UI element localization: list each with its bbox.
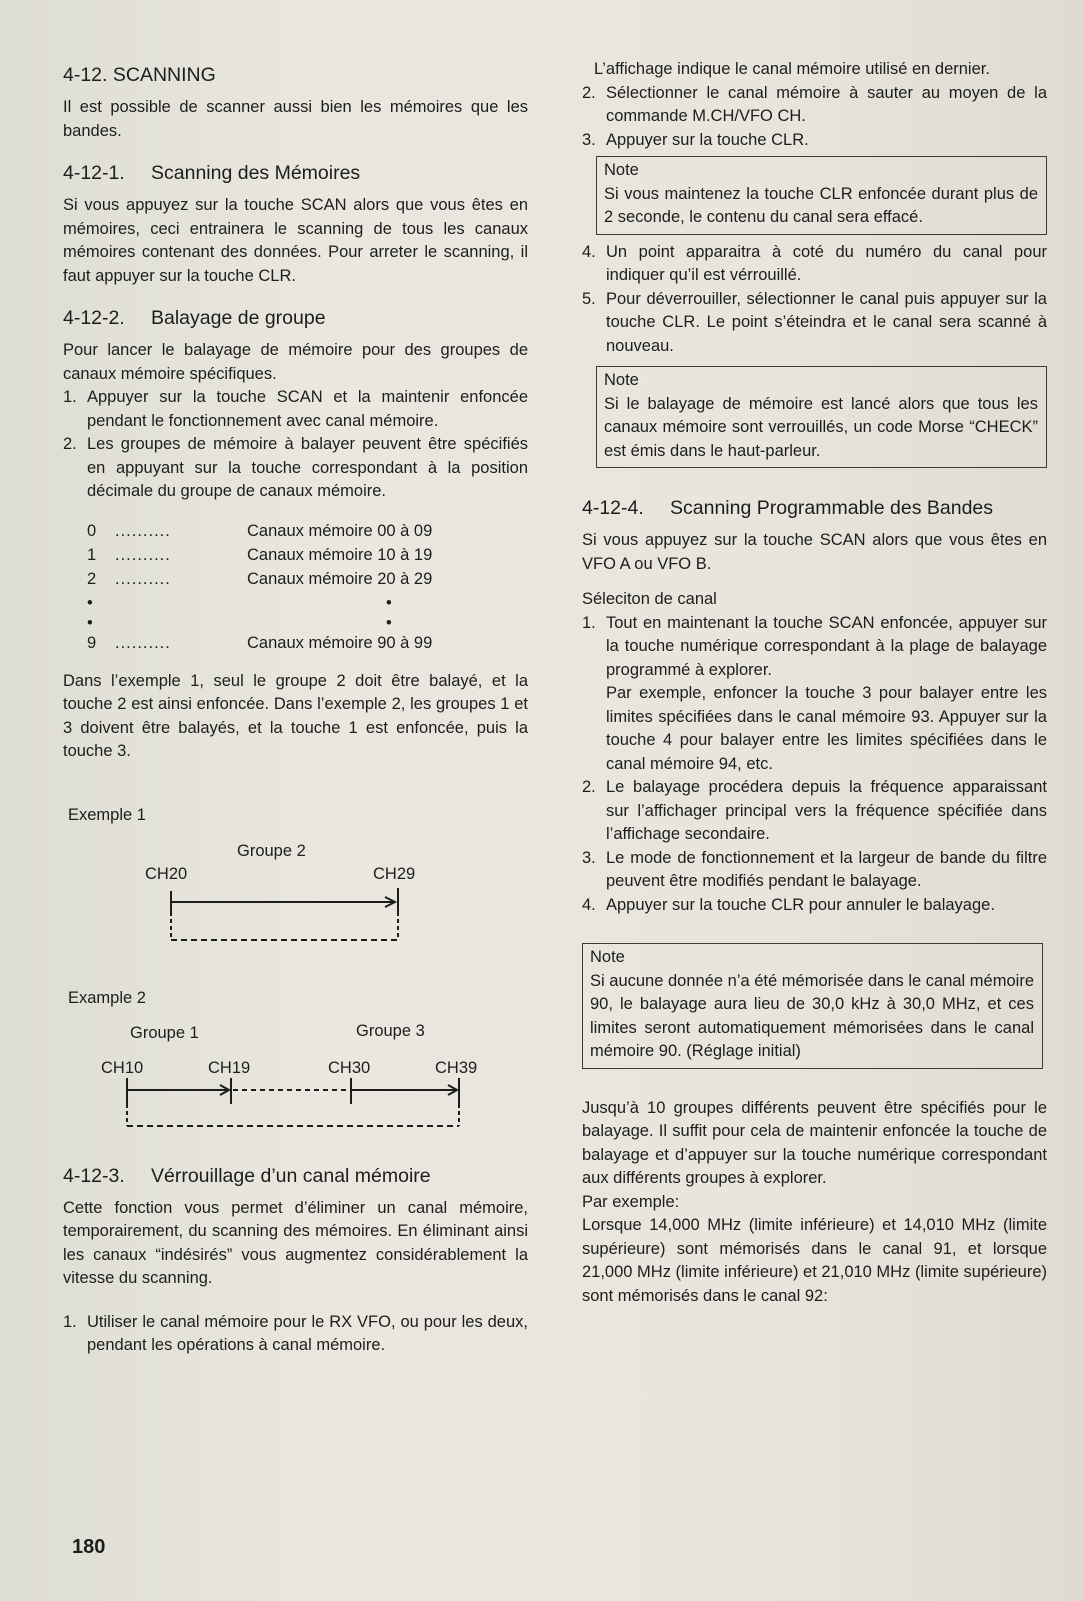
left-column: [63, 62, 528, 1358]
list-text: Tout en maintenant la touche SCAN enfoncée, appuyer sur la touche numérique correspondant à la plage de balayage programmé à explorer.: [606, 613, 1047, 679]
lock-steps-a: [582, 82, 1047, 153]
heading-text: Scanning des Mémoires: [151, 162, 361, 184]
heading-4-12-2: [63, 306, 528, 331]
list-item: [63, 1311, 528, 1358]
note-text: Si vous maintenez la touche CLR enfoncée durant plus de 2 seconde, le contenu du canal sera effacé.: [604, 184, 1038, 226]
note-box: [596, 366, 1047, 468]
note-box: [596, 156, 1047, 235]
example1-label: Exemple 1: [68, 805, 146, 824]
heading-4-12-3: [63, 1164, 528, 1189]
group-scan-steps: [63, 386, 528, 504]
ellipsis-row: [63, 612, 528, 632]
note-title: Note: [604, 161, 639, 179]
example2-group3-label: Groupe 3: [356, 1021, 425, 1040]
note-title: Note: [590, 948, 625, 966]
lock-steps-b: [582, 241, 1047, 359]
heading-4-12-4: [582, 496, 1047, 521]
example1-group-label: Groupe 2: [237, 841, 306, 860]
list-number: 4.: [582, 895, 596, 914]
list-number: 1.: [63, 1312, 77, 1331]
example2-ch19-label: CH19: [208, 1058, 251, 1077]
list-number: 2.: [582, 778, 596, 796]
list-number: 1.: [582, 613, 596, 632]
table-value: Canaux mémoire 10 à 19: [247, 545, 433, 564]
heading-text: Scanning Programmable des Bandes: [670, 497, 994, 519]
example1-end-label: CH29: [373, 864, 416, 883]
example2-ch10-label: CH10: [101, 1058, 144, 1077]
list-number: 5.: [582, 289, 596, 308]
bullet: •: [87, 593, 93, 612]
table-key: 0: [87, 521, 97, 540]
subheading: Séleciton de canal: [582, 590, 717, 608]
example-diagrams: [63, 764, 528, 1154]
paragraph-example: Lorsque 14,000 MHz (limite inférieure) et 14,010 MHz (limite supérieure) sont mémorisés dans le canal 91, et lorsque 21,000 MHz (limite inférieure) et 21,010 MHz (limite supérieure) sont mémorisés dans le canal 92:: [582, 1216, 1047, 1305]
heading-text: Balayage de groupe: [151, 307, 326, 329]
band-scan-steps: [582, 612, 1047, 918]
table-key: 2: [87, 569, 97, 588]
list-item: [582, 288, 1047, 359]
bullet: •: [87, 613, 93, 632]
heading-text: Vérrouillage d’un canal mémoire: [151, 1164, 431, 1187]
paragraph-channel-lock: Cette fonction vous permet d’éliminer un canal mémoire, temporairement, du scanning des mémoires. En éliminant ainsi les canaux “indésirés” vous augmentez considérablement la vitesse du scanning.: [63, 1198, 528, 1287]
list-number: 3.: [582, 130, 596, 149]
heading-4-12-1: [63, 161, 528, 186]
paragraph-examples: Dans l’exemple 1, seul le groupe 2 doit être balayé, et la touche 2 est ainsi enfoncée. Dans l’exemple 2, les groupes 1 et 3 doivent être balayés, et la touche 1 est enfoncée, puis la touche 3.: [63, 671, 528, 760]
note-title: Note: [604, 371, 639, 389]
list-text: Les groupes de mémoire à balayer peuvent être spécifiés en appuyant sur la touche correspondant à la position décimale du groupe de canaux mémoire.: [87, 435, 528, 500]
list-text: Le balayage procédera depuis la fréquence apparaissant sur l’affichager principal vers la fréquence spécifiée dans l’affichage secondaire.: [606, 778, 1047, 843]
table-dots: ..........: [115, 569, 171, 588]
list-text: Pour déverrouiller, sélectionner le canal puis appuyer sur la touche CLR. Le point s’éteindra et le canal sera scanné à nouveau.: [606, 289, 1047, 355]
continued-paragraph: L’affichage indique le canal mémoire utilisé en dernier.: [594, 60, 990, 78]
channel-lock-steps: [63, 1311, 528, 1358]
note-box: [582, 943, 1043, 1069]
table-dots: ..........: [115, 633, 171, 652]
table-row: [63, 568, 528, 592]
table-value: Canaux mémoire 20 à 29: [247, 569, 433, 588]
section-title: 4-12. SCANNING: [63, 64, 216, 86]
group-table: [63, 520, 528, 656]
page-number: 180: [72, 1536, 106, 1558]
table-value: Canaux mémoire 90 à 99: [247, 633, 433, 652]
paragraph-memory-scan: Si vous appuyez sur la touche SCAN alors que vous êtes en mémoires, ceci entrainera le scanning de tous les canaux mémoires contenant des données. Pour arreter le scanning, il faut appuyer sur la touche CLR.: [63, 196, 528, 285]
list-text: Un point apparaitra à coté du numéro du canal pour indiquer qu’il est vérrouillé.: [606, 242, 1047, 284]
heading-number: 4-12-1.: [63, 162, 125, 184]
list-number: 4.: [582, 242, 596, 261]
list-text: Sélectionner le canal mémoire à sauter au moyen de la commande M.CH/VFO CH.: [606, 83, 1047, 125]
intro-paragraph: Il est possible de scanner aussi bien les mémoires que les bandes.: [63, 98, 528, 140]
paragraph-band-scan: Si vous appuyez sur la touche SCAN alors que vous êtes en VFO A ou VFO B.: [582, 531, 1047, 573]
heading-number: 4-12-4.: [582, 497, 644, 519]
list-item: [582, 129, 1047, 153]
list-number: 2.: [582, 83, 596, 102]
paragraph-example-intro: Par exemple:: [582, 1192, 680, 1211]
example2-ch39-label: CH39: [435, 1058, 478, 1077]
right-column: [582, 58, 1047, 1308]
heading-number: 4-12-3.: [63, 1164, 125, 1187]
list-text: Appuyer sur la touche CLR pour annuler le balayage.: [606, 895, 995, 914]
example2-label: Example 2: [68, 988, 146, 1007]
example2-group1-label: Groupe 1: [130, 1023, 199, 1042]
table-dots: ..........: [115, 521, 171, 540]
list-item: [63, 433, 528, 504]
list-text: Appuyer sur la touche CLR.: [606, 130, 809, 149]
list-number: 1.: [63, 388, 77, 406]
note-text: Si aucune donnée n’a été mémorisée dans le canal mémoire 90, le balayage aura lieu de 30,0 kHz à 30,0 MHz, et ces limites seront automatiquement mémorisées dans le canal mémoire 90. (Réglage initial): [590, 971, 1034, 1060]
table-dots: ..........: [115, 545, 171, 564]
example-diagram-lines: [63, 764, 528, 1154]
list-text: Utiliser le canal mémoire pour le RX VFO, ou pour les deux, pendant les opérations à canal mémoire.: [87, 1312, 528, 1354]
ellipsis-row: [63, 592, 528, 612]
list-item: [582, 82, 1047, 129]
list-item: [582, 847, 1047, 894]
list-number: 3.: [582, 848, 596, 867]
list-number: 2.: [63, 435, 77, 453]
table-key: 1: [87, 545, 97, 564]
list-text: Par exemple, enfoncer la touche 3 pour balayer entre les limites spécifiées dans le canal mémoire 93. Appuyer sur la touche 4 pour balayer entre les limites spécifiées dans le canal mémoire 94, etc.: [606, 684, 1047, 773]
list-item: [63, 386, 528, 433]
list-item: [582, 894, 1047, 918]
example1-start-label: CH20: [145, 864, 188, 883]
note-text: Si le balayage de mémoire est lancé alors que tous les canaux mémoire sont verrouillés, un code Morse “CHECK” est émis dans le haut-parleur.: [604, 394, 1038, 460]
paragraph-group-scan: Pour lancer le balayage de mémoire pour des groupes de canaux mémoire spécifiques.: [63, 341, 528, 383]
table-row: [63, 544, 528, 568]
table-row: [63, 632, 528, 656]
list-text: Appuyer sur la touche SCAN et la maintenir enfoncée pendant le fonctionnement avec canal mémoire.: [87, 388, 528, 430]
heading-number: 4-12-2.: [63, 307, 125, 329]
table-value: Canaux mémoire 00 à 09: [247, 521, 433, 540]
bullet: •: [386, 613, 392, 632]
list-item: [582, 682, 1047, 776]
list-item: [582, 612, 1047, 683]
list-text: Le mode de fonctionnement et la largeur de bande du filtre peuvent être modifiés pendant le balayage.: [606, 848, 1047, 890]
paragraph-groups: Jusqu’à 10 groupes différents peuvent être spécifiés pour le balayage. Il suffit pour cela de maintenir enfoncée la touche de balayage et d’appuyer sur la touche numérique correspondant aux différents groupes à explorer.: [582, 1098, 1047, 1187]
list-item: [582, 776, 1047, 847]
list-item: [582, 241, 1047, 288]
bullet: •: [386, 593, 392, 612]
table-row: [63, 520, 528, 544]
table-key: 9: [87, 633, 97, 652]
example2-ch30-label: CH30: [328, 1058, 371, 1077]
